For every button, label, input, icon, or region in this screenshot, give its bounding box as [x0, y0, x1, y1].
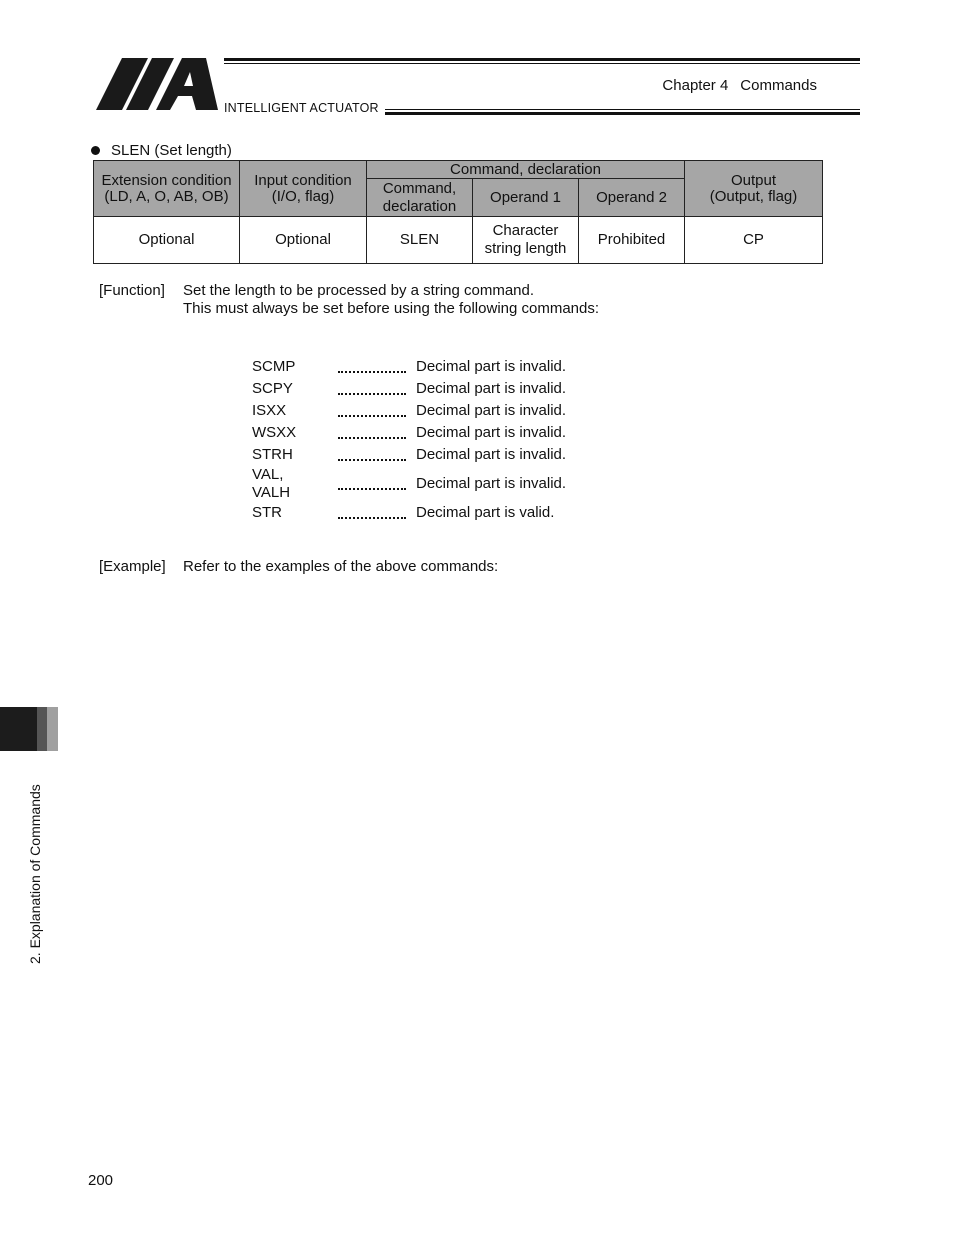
dotted-leader	[338, 415, 406, 417]
command-description: Decimal part is invalid.	[416, 475, 567, 492]
dotted-leader	[338, 488, 406, 490]
example-text: Refer to the examples of the above commands:	[183, 558, 499, 575]
command-name: SCPY	[252, 380, 293, 397]
cell-extension: Optional	[94, 217, 240, 264]
header-command: Command, declaration	[367, 179, 473, 217]
header-rule	[224, 58, 860, 61]
ia-logo-icon	[96, 58, 222, 112]
list-item	[252, 502, 652, 524]
bullet-icon	[91, 146, 100, 155]
list-item	[252, 400, 652, 422]
header-bottom-rule	[385, 112, 860, 115]
table-row	[94, 217, 823, 264]
dotted-leader	[338, 393, 406, 395]
header-operand-1: Operand 1	[473, 179, 579, 217]
chapter-tab-marker-light	[47, 707, 58, 751]
function-line: Set the length to be processed by a string command.	[183, 282, 535, 299]
command-name: SCMP	[252, 358, 296, 375]
command-name: STR	[252, 504, 282, 521]
header-input-condition: Input condition (I/O, flag)	[240, 161, 367, 217]
dotted-leader	[338, 459, 406, 461]
header-command-group: Command, declaration	[367, 161, 685, 179]
cell-output: CP	[685, 217, 823, 264]
list-item	[252, 356, 652, 378]
command-spec-table	[93, 160, 823, 264]
brand-name: INTELLIGENT ACTUATOR	[224, 101, 379, 115]
chapter-title: Commands	[740, 77, 817, 94]
chapter-tab-marker-mid	[37, 707, 47, 751]
header-output: Output (Output, flag)	[685, 161, 823, 217]
cell-operand-1: Character string length	[473, 217, 579, 264]
dotted-leader	[338, 371, 406, 373]
command-description: Decimal part is invalid.	[416, 446, 567, 463]
header-extension-condition: Extension condition (LD, A, O, AB, OB)	[94, 161, 240, 217]
cell-command: SLEN	[367, 217, 473, 264]
command-name: STRH	[252, 446, 293, 463]
header-bottom-rule-thin	[385, 109, 860, 110]
command-description: Decimal part is invalid.	[416, 424, 567, 441]
example-label: [Example]	[99, 558, 166, 575]
list-item	[252, 444, 652, 466]
list-item	[252, 422, 652, 444]
command-description: Decimal part is invalid.	[416, 402, 567, 419]
command-description: Decimal part is valid.	[416, 504, 555, 521]
header-operand-2: Operand 2	[579, 179, 685, 217]
cell-input: Optional	[240, 217, 367, 264]
function-label: [Function]	[99, 282, 165, 299]
list-item	[252, 466, 652, 502]
command-name: WSXX	[252, 424, 297, 441]
function-line: This must always be set before using the following commands:	[183, 300, 600, 317]
command-name: ISXX	[252, 402, 287, 419]
header-rule-thin	[224, 63, 860, 64]
page-number: 200	[88, 1172, 114, 1189]
function-text	[183, 282, 599, 318]
list-item	[252, 378, 652, 400]
chapter-tab-marker	[0, 707, 37, 751]
section-heading: SLEN (Set length)	[111, 142, 232, 159]
chapter-heading	[662, 77, 817, 94]
command-list	[252, 356, 652, 524]
cell-operand-2: Prohibited	[579, 217, 685, 264]
dotted-leader	[338, 437, 406, 439]
command-name: VAL, VALH	[252, 466, 291, 501]
command-description: Decimal part is invalid.	[416, 380, 567, 397]
side-section-label: 2. Explanation of Commands	[27, 784, 43, 964]
chapter-number: Chapter 4	[662, 77, 729, 94]
command-description: Decimal part is invalid.	[416, 358, 567, 375]
dotted-leader	[338, 517, 406, 519]
